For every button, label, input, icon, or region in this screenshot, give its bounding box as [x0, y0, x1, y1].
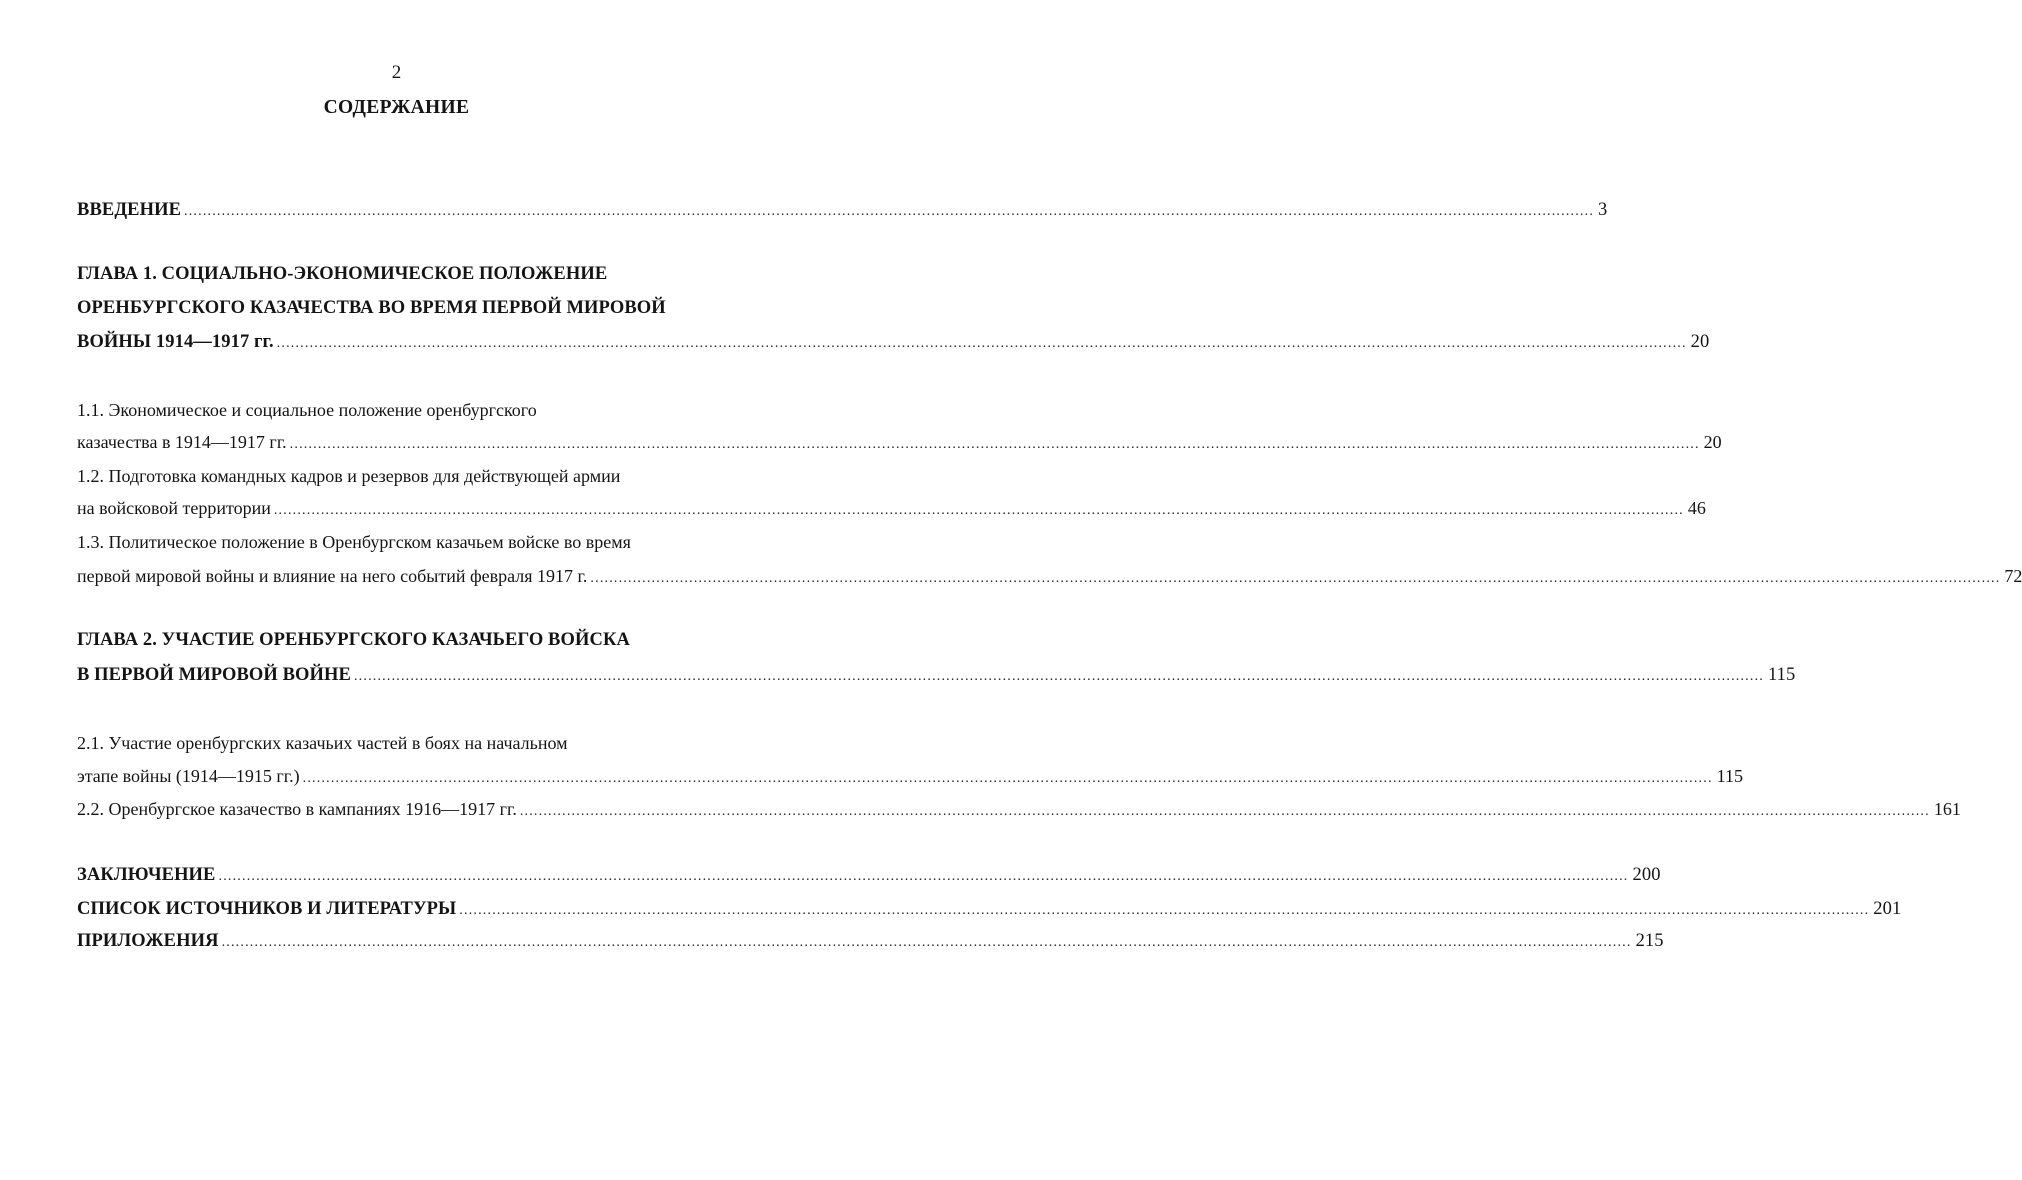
toc-entry-label: ПРИЛОЖЕНИЯ [77, 931, 219, 951]
toc-entry-sources[interactable] [77, 895, 1902, 923]
toc-entry-label: на войсковой территории [77, 498, 271, 518]
toc-page-number: 215 [1635, 931, 1664, 951]
dot-leader: ............................................................................................................................................................................................................................................................................................................ [276, 336, 1687, 351]
toc-page-number: 115 [1716, 766, 1743, 786]
toc-section1-2-line1[interactable]: 1.2. Подготовка командных кадров и резервов для действующей армии [77, 466, 621, 486]
toc-page-number: 20 [1690, 332, 1710, 352]
dot-leader: ............................................................................................................................................................................................................................................................................................................ [353, 669, 1764, 684]
toc-page-number: 72 [2004, 566, 2022, 586]
toc-entry-label: ВВЕДЕНИЕ [77, 200, 182, 220]
toc-entry-chapter1[interactable] [77, 328, 1710, 356]
toc-entry-section1-3[interactable] [77, 562, 2022, 590]
dot-leader: ............................................................................................................................................................................................................................................................................................................ [590, 571, 2001, 586]
dot-leader: ............................................................................................................................................................................................................................................................................................................ [519, 804, 1930, 819]
toc-chapter1-line2[interactable]: ОРЕНБУРГСКОГО КАЗАЧЕСТВА ВО ВРЕМЯ ПЕРВОЙ МИРОВОЙ [77, 298, 666, 318]
toc-entry-label: первой мировой войны и влияние на него событий февраля 1917 г. [77, 566, 588, 586]
toc-entry-introduction[interactable] [77, 196, 1608, 224]
toc-entry-section1-1[interactable] [77, 428, 1722, 456]
toc-chapter2-line1[interactable]: ГЛАВА 2. УЧАСТИЕ ОРЕНБУРГСКОГО КАЗАЧЬЕГО ВОЙСКА [77, 630, 630, 650]
toc-entry-label: СПИСОК ИСТОЧНИКОВ И ЛИТЕРАТУРЫ [77, 899, 457, 919]
toc-chapter1-line1[interactable]: ГЛАВА 1. СОЦИАЛЬНО-ЭКОНОМИЧЕСКОЕ ПОЛОЖЕНИЕ [77, 264, 608, 284]
dot-leader: ............................................................................................................................................................................................................................................................................................................ [273, 503, 1684, 518]
toc-entry-section2-2[interactable] [77, 795, 1961, 823]
toc-page-number: 3 [1598, 200, 1608, 220]
toc-section1-3-line1[interactable]: 1.3. Политическое положение в Оренбургском казачьем войске во время [77, 532, 631, 552]
toc-page-number: 161 [1933, 799, 1961, 819]
toc-section1-1-line1[interactable]: 1.1. Экономическое и социальное положение оренбургского [77, 400, 537, 420]
toc-entry-label: этапе войны (1914—1915 гг.) [77, 766, 300, 786]
toc-entry-appendices[interactable] [77, 927, 1664, 955]
toc-entry-chapter2[interactable] [77, 661, 1796, 689]
toc-entry-label: ВОЙНЫ 1914—1917 гг. [77, 332, 274, 352]
page-number: 2 [391, 62, 402, 83]
toc-entry-section2-1[interactable] [77, 762, 1743, 790]
dot-leader: ............................................................................................................................................................................................................................................................................................................ [218, 869, 1629, 884]
toc-entry-conclusion[interactable] [77, 861, 1661, 889]
toc-page-number: 115 [1767, 665, 1796, 685]
toc-page-number: 200 [1632, 865, 1661, 885]
toc-page-number: 201 [1873, 899, 1902, 919]
page-title: СОДЕРЖАНИЕ [323, 97, 470, 118]
toc-entry-label: казачества в 1914—1917 гг. [77, 432, 287, 452]
toc-page-number: 46 [1687, 498, 1706, 518]
toc-entry-label: В ПЕРВОЙ МИРОВОЙ ВОЙНЕ [77, 665, 351, 685]
dot-leader: ............................................................................................................................................................................................................................................................................................................ [184, 204, 1595, 219]
dot-leader: ............................................................................................................................................................................................................................................................................................................ [302, 771, 1713, 786]
dot-leader: ............................................................................................................................................................................................................................................................................................................ [221, 935, 1632, 950]
toc-entry-label: ЗАКЛЮЧЕНИЕ [77, 865, 216, 885]
toc-entry-label: 2.2. Оренбургское казачество в кампаниях 1916—1917 гг. [77, 799, 517, 819]
dot-leader: ............................................................................................................................................................................................................................................................................................................ [289, 437, 1700, 452]
toc-entry-section1-2[interactable] [77, 494, 1706, 522]
toc-page-number: 20 [1703, 432, 1722, 452]
dot-leader: ............................................................................................................................................................................................................................................................................................................ [459, 903, 1870, 918]
toc-section2-1-line1[interactable]: 2.1. Участие оренбургских казачьих частей в боях на начальном [77, 733, 568, 753]
